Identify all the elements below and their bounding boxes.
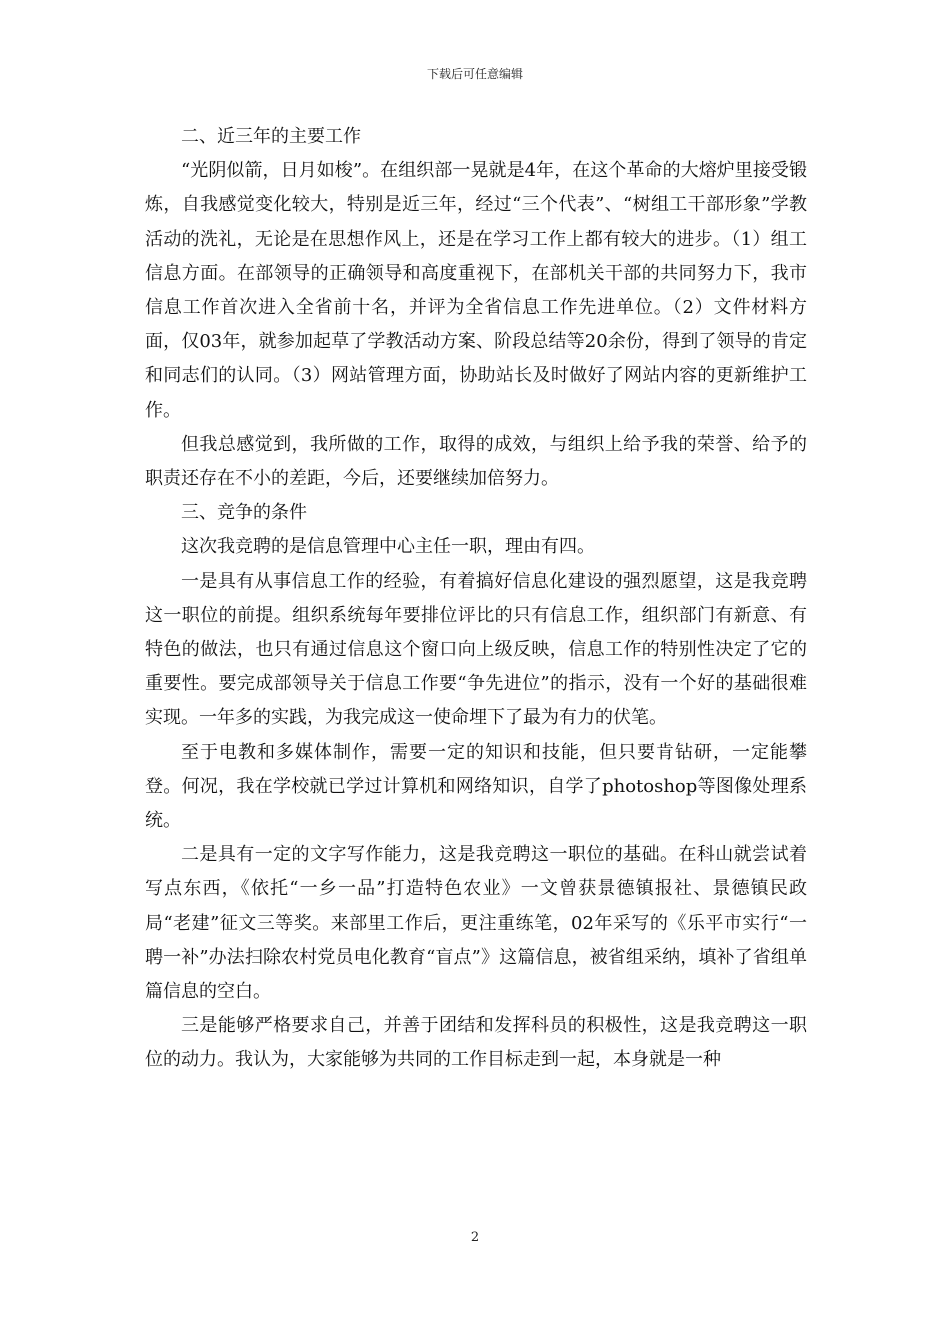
paragraph: 至于电教和多媒体制作，需要一定的知识和技能，但只要肯钻研，一定能攀登。何况，我在学校就已学过计算机和网络知识，自学了photoshop等图像处理系统。 [145,741,807,832]
paragraph: 这次我竞聘的是信息管理中心主任一职，理由有四。 [181,536,595,558]
paragraph: 一是具有从事信息工作的经验，有着搞好信息化建设的强烈愿望，这是我竞聘这一职位的前提。组织系统每年要排位评比的只有信息工作，组织部门有新意、有特色的做法，也只有通过信息这个窗口向上级反映，信息工作的特别性决定了它的重要性。要完成部领导关于信息工作要“争先进位”的指示，没有一个好的基础很难实现。一年多的实践，为我完成这一使命埋下了最为有力的伏笔。 [145,570,807,729]
section-heading-conditions: 三、竞争的条件 [181,502,307,524]
section-heading-work: 二、近三年的主要工作 [181,126,361,147]
paragraph: “光阴似箭，日月如梭”。在组织部一晃就是4年，在这个革命的大熔炉里接受锻炼，自我感觉变化较大，特别是近三年，经过“三个代表”、“树组工干部形象”学教活动的洗礼，无论是在思想作风上，还是在学习工作上都有较大的进步。（1）组工信息方面。在部领导的正确领导和高度重视下，在部机关干部的共同努力下，我市信息工作首次进入全省前十名，并评为全省信息工作先进单位。（2）文件材料方面，仅03年，就参加起草了学教活动方案、阶段总结等20余份，得到了领导的肯定和同志们的认同。（3）网站管理方面，协助站长及时做好了网站内容的更新维护工作。 [145,160,807,421]
page-header: 下载后可任意编辑 [426,67,523,81]
paragraph: 二是具有一定的文字写作能力，这是我竞聘这一职位的基础。在科山就尝试着写点东西，《依托“一乡一品”打造特色农业》一文曾获景德镇报社、景德镇民政局“老建”征文三等奖。来部里工作后，更注重练笔，02年采写的《乐平市实行“一聘一补”办法扫除农村党员电化教育“盲点”》这篇信息，被省组采纳，填补了省组单篇信息的空白。 [145,844,807,1003]
paragraph: 但我总感觉到，我所做的工作，取得的成效，与组织上给予我的荣誉、给予的职责还存在不小的差距，今后，还要继续加倍努力。 [145,433,807,490]
paragraph: 三是能够严格要求自己，并善于团结和发挥科员的积极性，这是我竞聘这一职位的动力。我认为，大家能够为共同的工作目标走到一起，本身就是一种 [145,1015,807,1071]
document-body [145,120,807,1078]
page-number: 2 [470,1230,480,1245]
